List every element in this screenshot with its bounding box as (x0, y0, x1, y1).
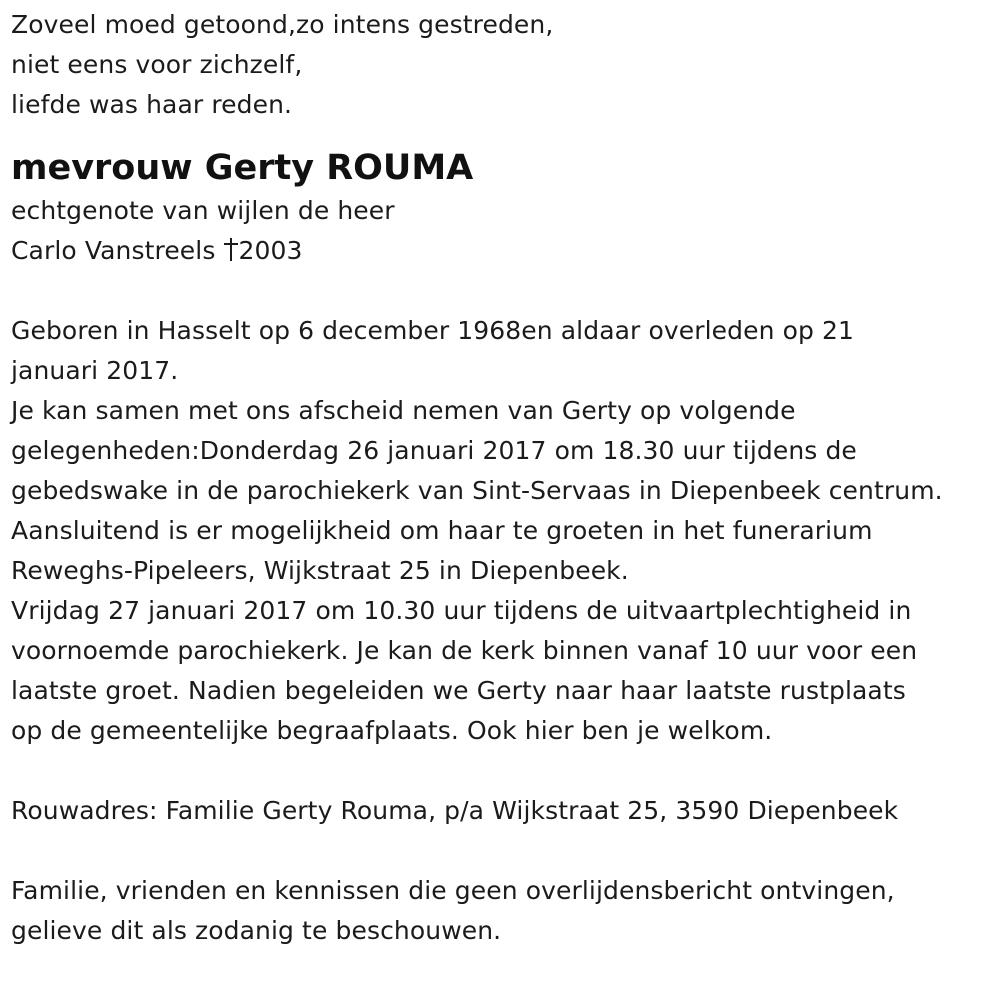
body-line: voornoemde parochiekerk. Je kan de kerk binnen vanaf 10 uur voor een (11, 636, 918, 665)
spouse-name: Carlo Vanstreels (11, 236, 224, 265)
mourning-address: Rouwadres: Familie Gerty Rouma, p/a Wijkstraat 25, 3590 Diepenbeek (11, 796, 899, 825)
body-line: gelegenheden:Donderdag 26 januari 2017 om 18.30 uur tijdens de (11, 436, 857, 465)
body-line: laatste groet. Nadien begeleiden we Gerty naar haar laatste rustplaats (11, 676, 906, 705)
spacer (11, 271, 996, 311)
announcement-body (11, 311, 996, 751)
body-line: Geboren in Hasselt op 6 december 1968en aldaar overleden op 21 (11, 316, 855, 345)
spouse-line (11, 231, 996, 271)
death-notice (11, 5, 996, 951)
body-line: Reweghs-Pipeleers, Wijkstraat 25 in Diepenbeek. (11, 556, 629, 585)
deceased-name: mevrouw Gerty ROUMA (11, 148, 474, 188)
closing-line: gelieve dit als zodanig te beschouwen. (11, 916, 502, 945)
body-line: Je kan samen met ons afscheid nemen van Gerty op volgende (11, 396, 796, 425)
poem-line: Zoveel moed getoond,zo intens gestreden, (11, 10, 554, 39)
closing-line: Familie, vrienden en kennissen die geen overlijdensbericht ontvingen, (11, 876, 895, 905)
body-line: gebedswake in de parochiekerk van Sint-Servaas in Diepenbeek centrum. (11, 476, 943, 505)
body-line: januari 2017. (11, 356, 179, 385)
spacer (11, 751, 996, 791)
body-line: Vrijdag 27 januari 2017 om 10.30 uur tijdens de uitvaartplechtigheid in (11, 596, 912, 625)
body-line: Aansluitend is er mogelijkheid om haar te groeten in het funerarium (11, 516, 873, 545)
poem-line: liefde was haar reden. (11, 90, 293, 119)
poem (11, 5, 996, 125)
body-line: op de gemeentelijke begraafplaats. Ook hier ben je welkom. (11, 716, 773, 745)
relation-line: echtgenote van wijlen de heer (11, 196, 395, 225)
cross-icon (224, 238, 238, 261)
spacer (11, 831, 996, 871)
spouse-death-year: 2003 (238, 236, 303, 265)
poem-line: niet eens voor zichzelf, (11, 50, 303, 79)
